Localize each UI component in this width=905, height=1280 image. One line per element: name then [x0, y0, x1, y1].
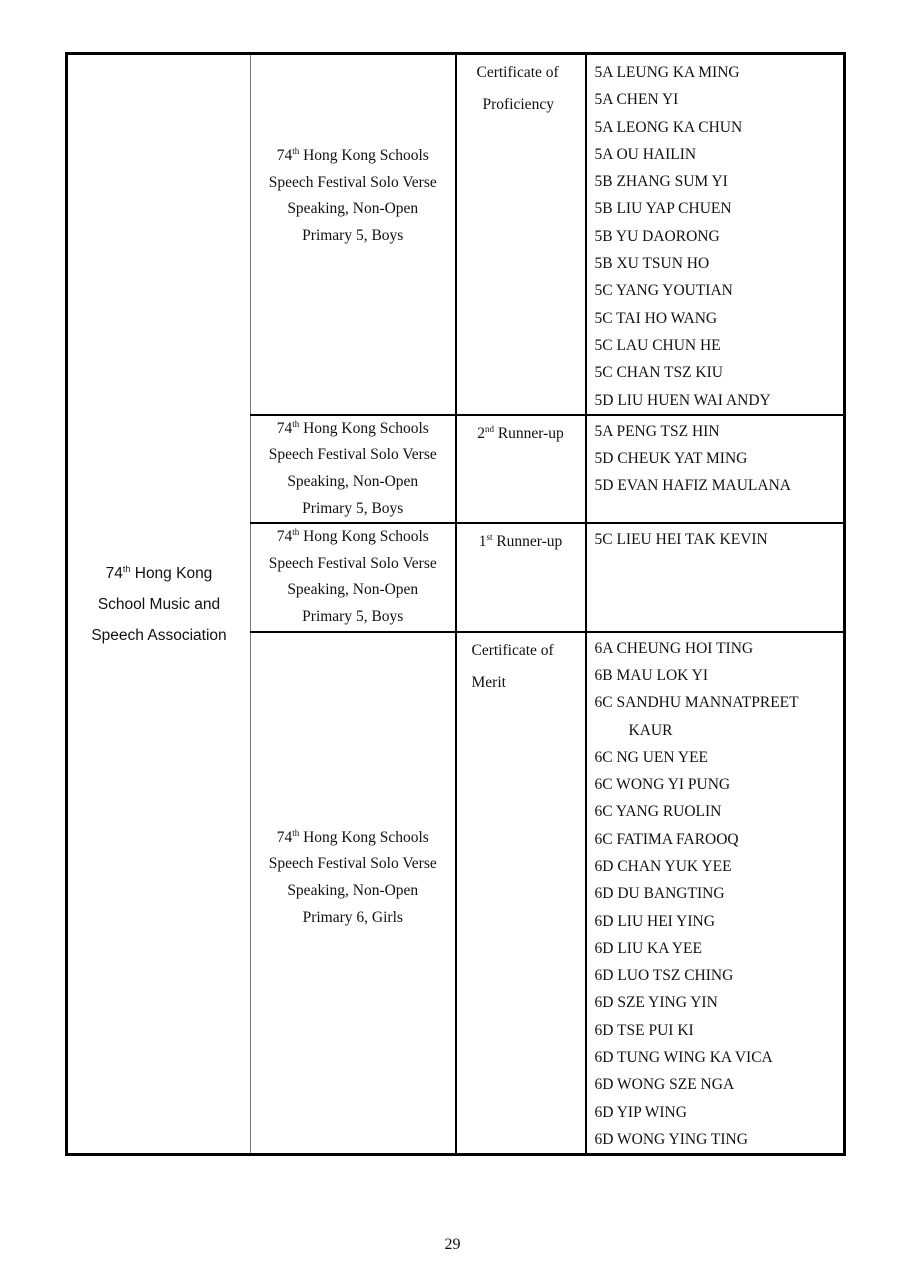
- award-cell: 1st Runner-up: [456, 523, 586, 631]
- page-number: 29: [444, 1236, 461, 1253]
- student-name: 5C LIEU HEI TAK KEVIN: [594, 531, 768, 549]
- student-name: 6C WONG YI PUNG: [594, 776, 731, 794]
- name-list: [595, 633, 844, 1154]
- student-name: 5D CHEUK YAT MING: [594, 450, 748, 468]
- student-name: 6D LUO TSZ CHING: [594, 967, 734, 985]
- student-name: 6D TUNG WING KA VICA: [594, 1049, 773, 1067]
- student-name: 5C YANG YOUTIAN: [594, 282, 733, 300]
- event-cell: 74th Hong Kong Schools Speech Festival Solo Verse Speaking, Non-Open Primary 5, Boys: [251, 54, 456, 415]
- student-name: 5C LAU CHUN HE: [594, 336, 721, 354]
- table-row: [67, 54, 845, 415]
- student-name: 6D CHAN YUK YEE: [594, 857, 732, 875]
- awards-table: [65, 52, 846, 1156]
- student-name: 6C FATIMA FAROOQ: [594, 830, 739, 848]
- student-name: 5A CHEN YI: [594, 91, 679, 109]
- award-cell: 2nd Runner-up: [456, 415, 586, 523]
- student-name: 5A OU HAILIN: [594, 145, 697, 163]
- award-cell: Certificate of Merit: [456, 632, 586, 1155]
- names-cell: [586, 523, 845, 631]
- student-name: 6B MAU LOK YI: [594, 666, 709, 684]
- student-name: 5B LIU YAP CHUEN: [594, 200, 732, 218]
- student-name: 6D SZE YING YIN: [594, 994, 718, 1012]
- student-name: 6A CHEUNG HOI TING: [594, 639, 754, 657]
- student-name: 5A PENG TSZ HIN: [594, 422, 720, 440]
- organization-cell: 74th Hong Kong School Music and Speech Association: [67, 54, 251, 1155]
- names-cell: [586, 415, 845, 523]
- name-list: [595, 55, 844, 414]
- student-name: 5B XU TSUN HO: [594, 255, 710, 273]
- names-cell: [586, 54, 845, 415]
- student-name: 5B ZHANG SUM YI: [594, 173, 728, 191]
- event-cell: 74th Hong Kong Schools Speech Festival Solo Verse Speaking, Non-Open Primary 6, Girls: [251, 632, 456, 1155]
- student-name: 6D TSE PUI KI: [594, 1021, 694, 1039]
- award-cell: Certificate of Proficiency: [456, 54, 586, 415]
- student-name: 5A LEONG KA CHUN: [594, 118, 743, 136]
- student-name: 6D WONG SZE NGA: [594, 1076, 735, 1094]
- student-name: 6D LIU HEI YING: [594, 912, 715, 930]
- student-name: 5C TAI HO WANG: [594, 309, 718, 327]
- student-name: 6D YIP WING: [594, 1103, 687, 1121]
- student-name: 6D DU BANGTING: [594, 885, 725, 903]
- student-name: 6C YANG RUOLIN: [594, 803, 722, 821]
- student-name: 6D LIU KA YEE: [594, 939, 702, 957]
- event-cell: 74th Hong Kong Schools Speech Festival Solo Verse Speaking, Non-Open Primary 5, Boys: [251, 415, 456, 523]
- names-cell: [586, 632, 845, 1155]
- event-cell: 74th Hong Kong Schools Speech Festival Solo Verse Speaking, Non-Open Primary 5, Boys: [251, 523, 456, 631]
- student-name: 5D LIU HUEN WAI ANDY: [594, 391, 771, 409]
- student-name: 5C CHAN TSZ KIU: [594, 364, 723, 382]
- student-name: 6C NG UEN YEE: [594, 748, 709, 766]
- name-list: [595, 524, 844, 553]
- student-name: KAUR: [628, 721, 673, 739]
- student-name: 6D WONG YING TING: [594, 1130, 748, 1148]
- name-list: [595, 416, 844, 500]
- student-name: 5B YU DAORONG: [594, 227, 720, 245]
- student-name: 6C SANDHU MANNATPREET: [594, 694, 799, 712]
- student-name: 5A LEUNG KA MING: [594, 64, 740, 81]
- student-name: 5D EVAN HAFIZ MAULANA: [594, 477, 791, 495]
